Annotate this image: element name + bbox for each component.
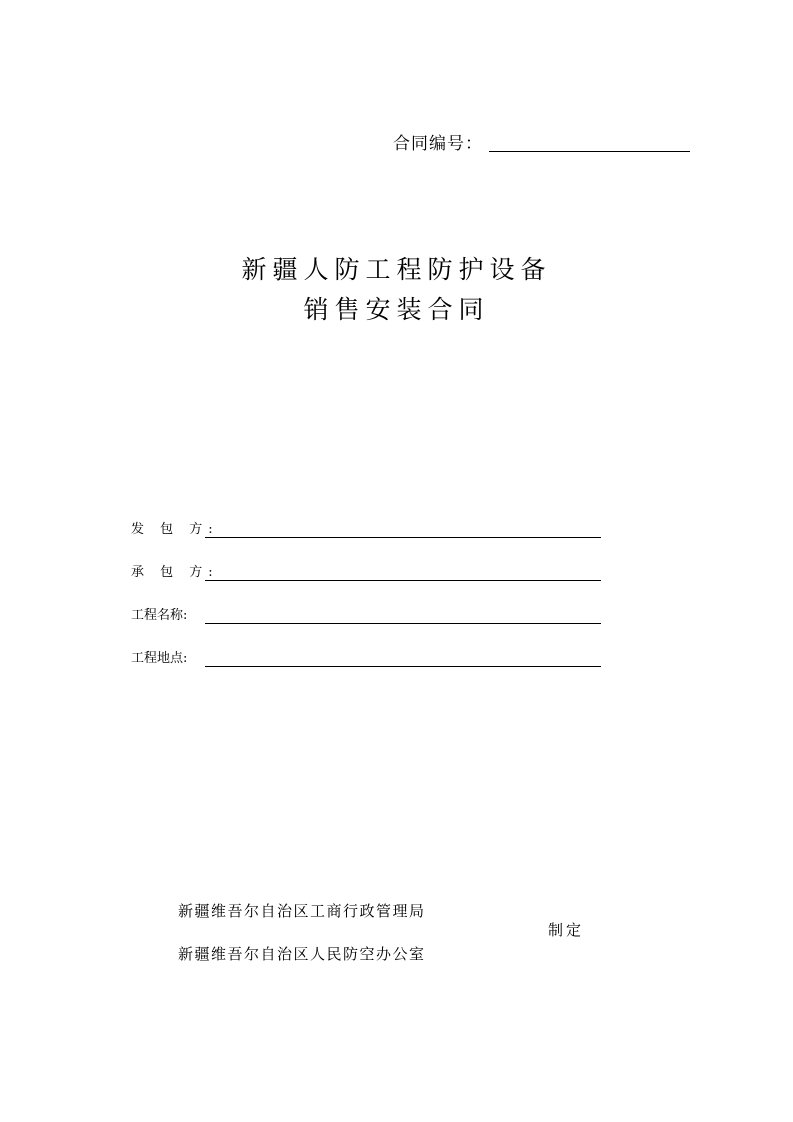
document-title-line-1: 新疆人防工程防护设备 <box>241 255 552 284</box>
issuer-civil-air-defense-office: 新疆维吾尔自治区人民防空办公室 <box>178 945 426 963</box>
field-contractor <box>131 559 601 581</box>
field-contractor-blank[interactable] <box>205 580 601 581</box>
issuer-industry-commerce-bureau: 新疆维吾尔自治区工商行政管理局 <box>178 902 426 920</box>
field-project-location <box>131 645 601 667</box>
field-contractor-label: 承 包 方: <box>131 565 219 580</box>
contract-number-row <box>393 130 690 154</box>
field-employer <box>131 516 601 538</box>
document-title-line-2: 销售安装合同 <box>303 295 490 324</box>
field-employer-blank[interactable] <box>205 537 601 538</box>
field-project-location-label: 工程地点: <box>131 651 188 666</box>
field-project-name-label: 工程名称: <box>131 608 188 623</box>
field-project-name <box>131 602 601 624</box>
enacted-label: 制定 <box>548 921 585 939</box>
contract-number-label: 合同编号： <box>393 134 483 154</box>
contract-number-blank[interactable] <box>489 151 690 152</box>
field-project-location-blank[interactable] <box>205 666 601 667</box>
field-employer-label: 发 包 方: <box>131 522 219 537</box>
field-project-name-blank[interactable] <box>205 623 601 624</box>
